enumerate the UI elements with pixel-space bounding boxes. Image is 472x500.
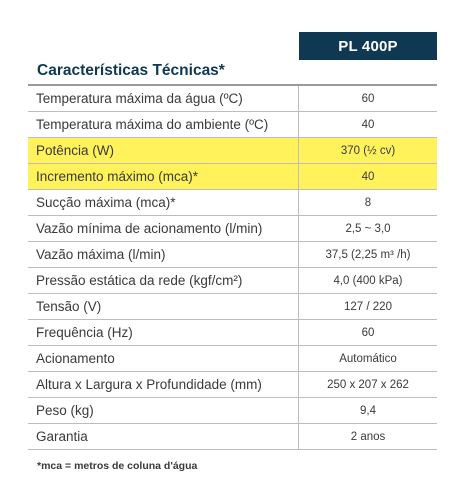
spec-label: Peso (kg)	[28, 398, 299, 423]
spec-value: 2,5 ~ 3,0	[345, 222, 391, 235]
spec-label: Acionamento	[28, 346, 299, 371]
spec-row	[28, 424, 437, 450]
spec-label: Altura x Largura x Profundidade (mm)	[28, 372, 299, 397]
spec-value: Automático	[339, 352, 397, 365]
spec-value: 127 / 220	[344, 300, 392, 313]
model-header: PL 400P	[299, 32, 437, 60]
spec-value: 9,4	[360, 404, 376, 417]
footnote: *mca = metros de coluna d'água	[37, 460, 198, 472]
spec-value: 2 anos	[350, 430, 386, 443]
spec-label: Temperatura máxima da água (ºC)	[28, 86, 299, 111]
spec-row	[28, 112, 437, 138]
spec-row	[28, 216, 437, 242]
spec-label: Vazão máxima (l/min)	[28, 242, 299, 267]
spec-label: Garantia	[28, 424, 299, 449]
spec-row	[28, 242, 437, 268]
spec-label: Temperatura máxima do ambiente (ºC)	[28, 112, 299, 137]
spec-label: Pressão estática da rede (kgf/cm²)	[28, 268, 299, 293]
spec-label: Vazão mínima de acionamento (l/min)	[28, 216, 299, 241]
spec-value: 250 x 207 x 262	[327, 378, 409, 391]
spec-value: 4,0 (400 kPa)	[333, 274, 403, 287]
spec-label: Potência (W)	[28, 138, 299, 163]
spec-row	[28, 294, 437, 320]
spec-label: Frequência (Hz)	[28, 320, 299, 345]
spec-row	[28, 346, 437, 372]
spec-value: 40	[361, 118, 375, 131]
spec-value: 60	[361, 326, 375, 339]
spec-label: Sucção máxima (mca)*	[28, 190, 299, 215]
spec-row	[28, 320, 437, 346]
spec-label: Incremento máximo (mca)*	[28, 164, 299, 189]
spec-row	[28, 268, 437, 294]
spec-value: 37,5 (2,25 m³ /h)	[325, 248, 411, 261]
spec-value: 40	[361, 170, 375, 183]
spec-label: Tensão (V)	[28, 294, 299, 319]
spec-row	[28, 86, 437, 112]
spec-table	[28, 86, 437, 450]
spec-row	[28, 138, 437, 164]
spec-row	[28, 164, 437, 190]
spec-row	[28, 190, 437, 216]
spec-value: 8	[364, 196, 372, 209]
spec-value: 370 (½ cv)	[340, 144, 396, 157]
section-title: Características Técnicas*	[37, 62, 225, 79]
spec-value: 60	[361, 92, 375, 105]
spec-row	[28, 372, 437, 398]
spec-row	[28, 398, 437, 424]
